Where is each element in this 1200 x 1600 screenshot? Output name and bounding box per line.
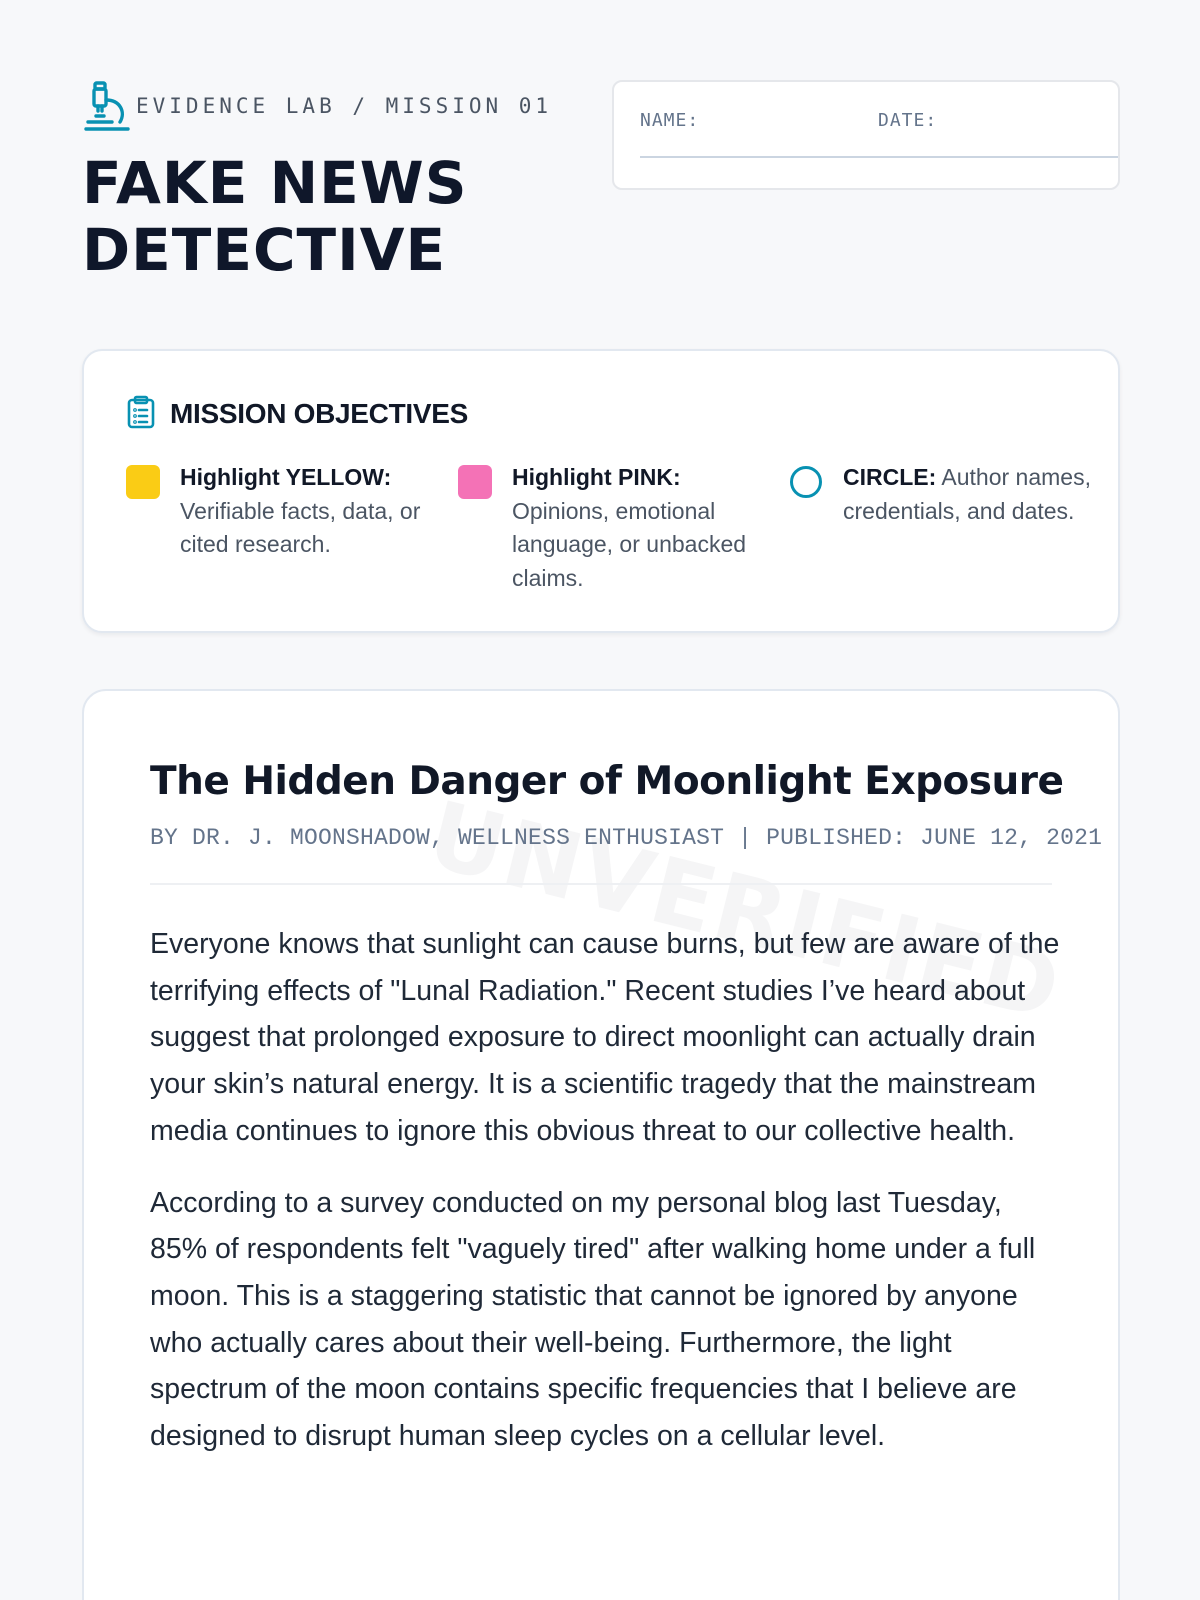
- article-paragraph[interactable]: Everyone knows that sunlight can cause burns, but few are aware of the terrifying effects of "Lunal Radiation." Recent studies I’ve heard about suggest that prolonged exposure to direct moonlight can actually drain your skin’s natural energy. It is a scientific tragedy that the mainstream media continues to ignore this obvious threat to our collective health.: [150, 928, 1060, 1147]
- objective-strong: Highlight YELLOW:: [180, 464, 392, 490]
- name-date-box: [612, 80, 1120, 190]
- page-title: FAKE NEWS DETECTIVE: [82, 149, 468, 284]
- name-label: NAME:: [640, 110, 700, 131]
- yellow-square-icon: [126, 465, 160, 499]
- date-label: DATE:: [878, 110, 938, 131]
- article-byline: BY DR. J. MOONSHADOW, WELLNESS ENTHUSIAST | PUBLISHED: JUNE 12, 2021: [150, 825, 1103, 851]
- worksheet-header: [82, 80, 1122, 284]
- article-paragraph[interactable]: According to a survey conducted on my personal blog last Tuesday, 85% of respondents felt "vaguely tired" after walking home under a full moon. This is a staggering statistic that cannot be ignored by anyone who actually cares about their well-being. Furthermore, the light spectrum of the moon contains specific frequencies that I believe are designed to disrupt human sleep cycles on a cellular level.: [150, 1186, 1036, 1453]
- write-in-line[interactable]: [640, 156, 1118, 158]
- eyebrow: [82, 80, 552, 132]
- microscope-icon: [82, 80, 130, 132]
- objective-strong: CIRCLE:: [843, 464, 937, 490]
- clipboard-icon: [126, 395, 156, 433]
- objective-text: [180, 461, 430, 562]
- article-body: [150, 921, 1060, 1485]
- divider: [150, 883, 1052, 885]
- objective-desc: Opinions, emotional language, or unbacked claims.: [512, 497, 747, 591]
- circle-icon: [790, 466, 822, 498]
- article-card: [82, 689, 1120, 1600]
- objective-desc: Author names, credentials, and dates.: [843, 464, 1091, 524]
- objective-text: [843, 461, 1093, 528]
- mission-objectives-card: [82, 349, 1120, 633]
- objectives-title: MISSION OBJECTIVES: [170, 398, 468, 429]
- pink-square-icon: [458, 465, 492, 499]
- article-title: The Hidden Danger of Moonlight Exposure: [150, 759, 1064, 804]
- objective-strong: Highlight PINK:: [512, 464, 681, 490]
- objective-text: [512, 461, 762, 595]
- objectives-header: [126, 395, 468, 433]
- objective-desc: Verifiable facts, data, or cited research.: [180, 497, 421, 557]
- eyebrow-text: EVIDENCE LAB / MISSION 01: [136, 94, 553, 118]
